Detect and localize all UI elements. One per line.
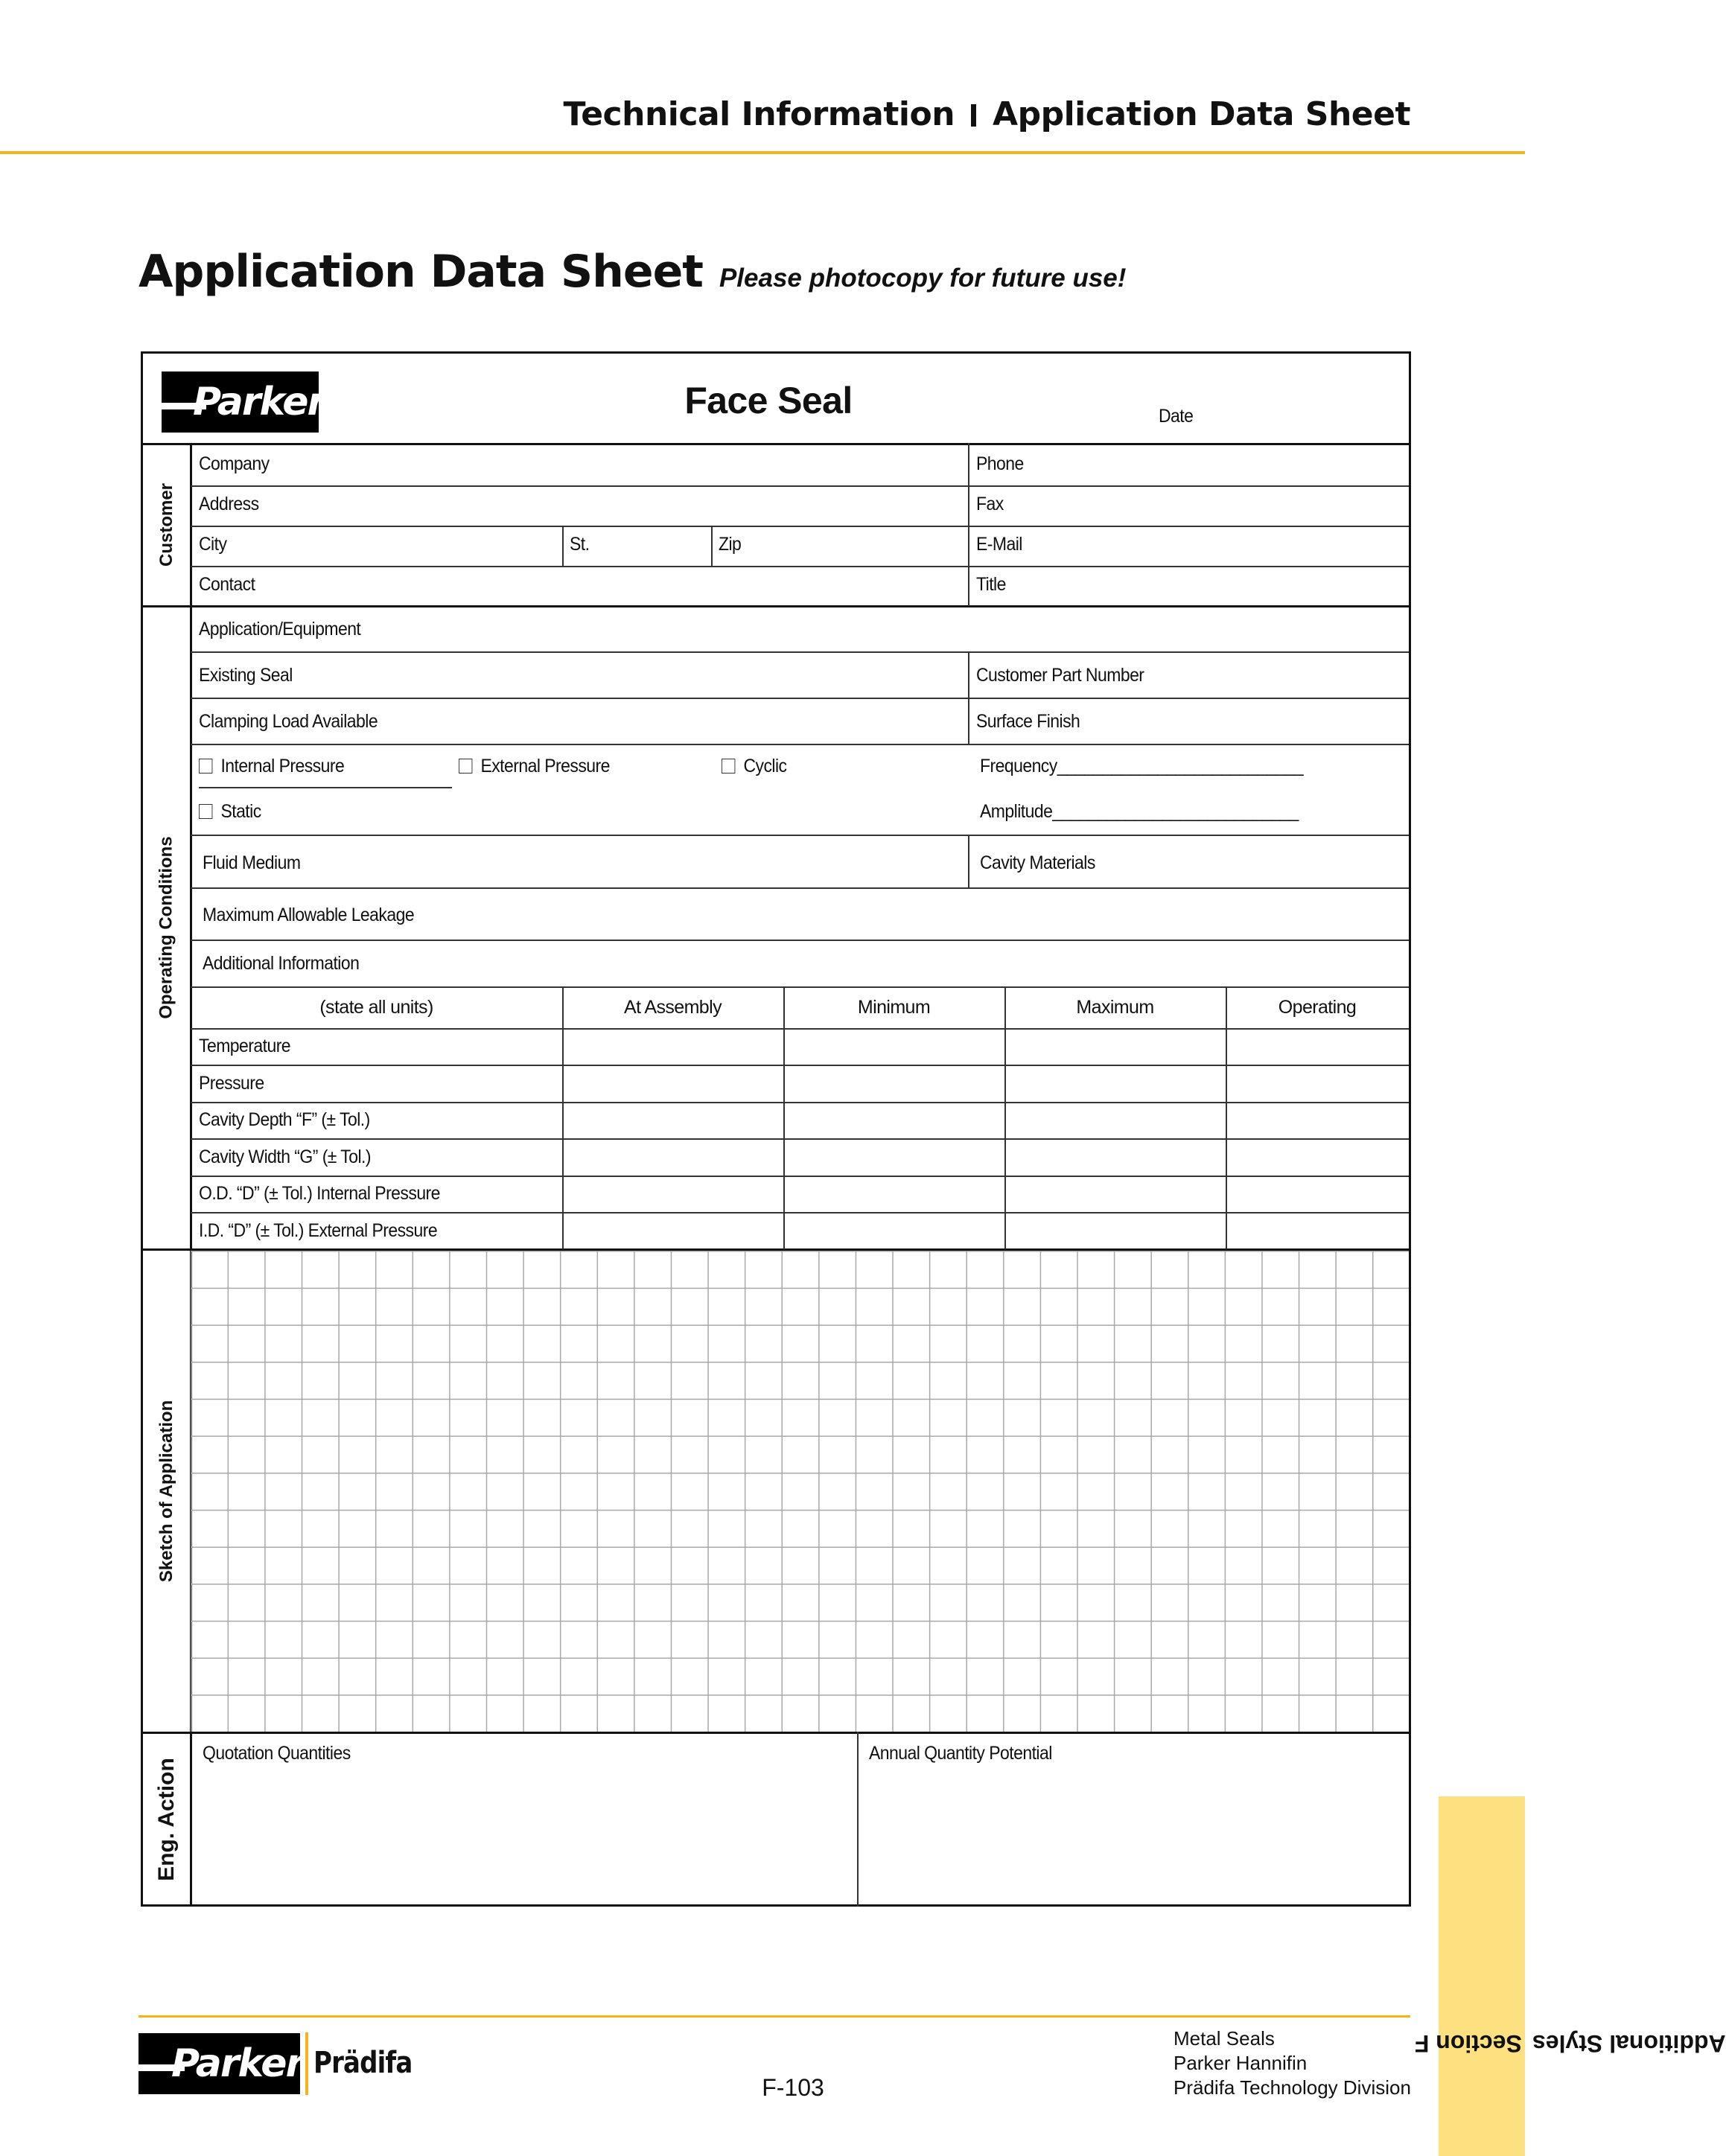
fluid-medium-field[interactable]: Fluid Medium (203, 852, 301, 873)
parker-logo (162, 371, 325, 433)
amplitude-field[interactable]: Amplitude___________________________ (980, 801, 1299, 822)
divider (1004, 986, 1006, 1249)
pradifa-brand: Prädifa (313, 2046, 413, 2080)
company-field[interactable]: Company (199, 453, 270, 474)
divider (968, 835, 969, 888)
page-header (564, 95, 1410, 133)
table-row-label: Temperature (199, 1036, 291, 1056)
city-field[interactable]: City (199, 534, 227, 555)
application-form (141, 351, 1411, 1907)
static-checkbox[interactable] (199, 804, 212, 819)
divider (711, 526, 713, 567)
footer-info-line: Prädifa Technology Division (1174, 2076, 1411, 2099)
divider (199, 787, 452, 788)
cyclic-checkbox[interactable] (722, 759, 735, 774)
divider (191, 940, 1409, 941)
logo-word: Parker (171, 2041, 304, 2086)
clamping-load-field[interactable]: Clamping Load Available (199, 711, 378, 732)
state-field[interactable]: St. (570, 534, 590, 555)
divider (191, 835, 1409, 836)
max-leakage-field[interactable]: Maximum Allowable Leakage (203, 905, 415, 925)
phone-field[interactable]: Phone (976, 453, 1024, 474)
email-field[interactable]: E-Mail (976, 534, 1022, 555)
address-field[interactable]: Address (199, 494, 259, 514)
header-rule (0, 151, 1525, 154)
table-header: (state all units) (319, 997, 433, 1018)
surface-finish-field[interactable]: Surface Finish (976, 711, 1080, 732)
table-row-label: I.D. “D” (± Tol.) External Pressure (199, 1220, 438, 1241)
section-tab[interactable] (1415, 1796, 1726, 2156)
table-row-label: Cavity Width “G” (± Tol.) (199, 1146, 371, 1167)
header-page: Application Data Sheet (993, 95, 1410, 133)
static-option[interactable]: Static (199, 801, 261, 823)
quotation-quantities-field[interactable]: Quotation Quantities (203, 1743, 351, 1764)
divider (562, 986, 564, 1249)
frequency-field[interactable]: Frequency___________________________ (980, 756, 1304, 776)
application-equipment-field[interactable]: Application/Equipment (199, 619, 361, 640)
header-divider (971, 104, 976, 127)
internal-pressure-checkbox[interactable] (199, 759, 212, 774)
zip-field[interactable]: Zip (719, 534, 742, 555)
logo-word: Parker (193, 380, 325, 424)
table-row-label: Cavity Depth “F” (± Tol.) (199, 1109, 370, 1130)
additional-information-field[interactable]: Additional Information (203, 953, 360, 974)
table-row-label: Pressure (199, 1073, 264, 1094)
divider (191, 698, 1409, 699)
table-row-label: O.D. “D” (± Tol.) Internal Pressure (199, 1183, 440, 1204)
footer-info-line: Metal Seals (1174, 2027, 1275, 2050)
table-header: At Assembly (624, 997, 722, 1018)
sketch-grid[interactable] (191, 1251, 1409, 1732)
cyclic-option[interactable]: Cyclic (722, 756, 786, 777)
contact-field[interactable]: Contact (199, 574, 255, 595)
section-operating: Operating Conditions (156, 836, 177, 1019)
table-header: Maximum (1076, 997, 1154, 1018)
section-eng-action: Eng. Action (154, 1758, 179, 1881)
divider (562, 526, 564, 567)
date-label[interactable]: Date (1159, 406, 1194, 427)
customer-part-number-field[interactable]: Customer Part Number (976, 665, 1144, 686)
divider (783, 986, 785, 1249)
brand-divider (305, 2032, 308, 2095)
footer-parker-logo (138, 2033, 304, 2094)
form-heading: Face Seal (684, 380, 853, 421)
tab-section: Section F (1415, 2029, 1523, 2057)
cavity-materials-field[interactable]: Cavity Materials (980, 852, 1095, 873)
divider (191, 651, 1409, 653)
divider (191, 526, 1409, 527)
divider (143, 443, 1409, 445)
title-subtitle: Please photocopy for future use! (719, 264, 1127, 293)
table-header: Operating (1278, 997, 1357, 1018)
section-customer: Customer (156, 482, 176, 567)
footer-rule (138, 2015, 1410, 2018)
external-pressure-option[interactable]: External Pressure (459, 756, 610, 777)
external-pressure-checkbox[interactable] (459, 759, 472, 774)
title-field[interactable]: Title (976, 574, 1006, 595)
divider (857, 1732, 859, 1907)
divider (191, 887, 1409, 889)
divider (191, 744, 1409, 745)
fax-field[interactable]: Fax (976, 494, 1004, 514)
table-header: Minimum (857, 997, 931, 1018)
page-title (138, 246, 1126, 298)
header-section: Technical Information (563, 95, 955, 133)
annual-quantity-field[interactable]: Annual Quantity Potential (869, 1743, 1052, 1764)
section-sketch: Sketch of Application (156, 1400, 176, 1583)
divider (143, 1732, 1409, 1734)
divider (968, 651, 969, 744)
internal-pressure-option[interactable]: Internal Pressure (199, 756, 344, 777)
page-number: F-103 (762, 2074, 824, 2101)
footer-info-line: Parker Hannifin (1174, 2052, 1308, 2074)
existing-seal-field[interactable]: Existing Seal (199, 665, 293, 686)
divider (143, 605, 1409, 607)
divider (968, 443, 969, 606)
title-main: Application Data Sheet (138, 246, 703, 298)
tab-title: Additional Styles (1532, 2029, 1726, 2057)
divider (191, 485, 1409, 487)
divider (1226, 986, 1227, 1249)
divider (191, 566, 1409, 567)
